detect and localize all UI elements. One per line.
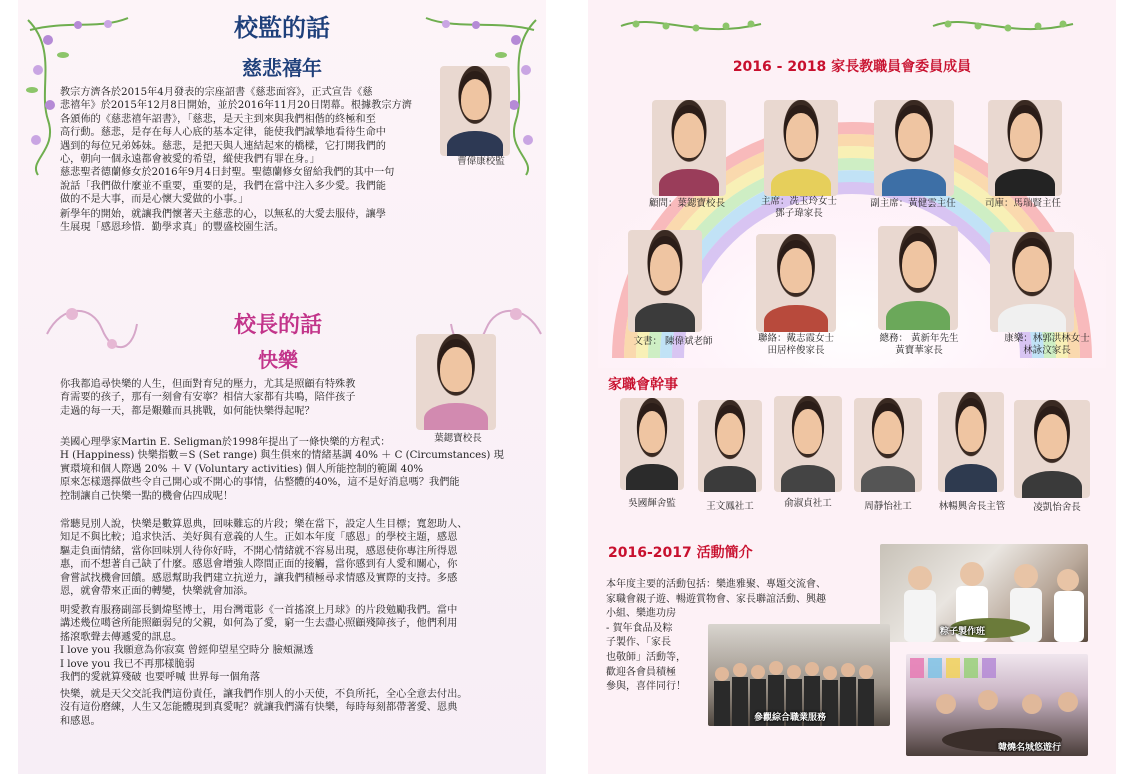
committee-photo-recreation (990, 232, 1074, 332)
officer-caption-3: 俞淑貞社工 (784, 498, 832, 509)
principal-paragraph-5: 快樂，就是天父交託我們這份責任，讓我們作別人的小天使，不負所托，全心全意去付出。 沒有這份磨練，人生又怎能體現到真愛呢？就讓我們滿有快樂，每時每刻都帶著愛、恩典 和感恩。 (60, 689, 468, 727)
committee-caption-recreation: 康樂：林郭洪林女士 林詠汶家長 (1004, 333, 1090, 356)
committee-caption-general-affairs: 總務： 黃新年先生 黃寶華家長 (879, 333, 959, 356)
committee-caption-liaison: 聯絡：戴志霞女士 田居梓俊家長 (757, 333, 834, 356)
activities-description: 本年度主要的活動包括：樂進雅聚、專題交流會、 家職會親子遊、暢遊賞物會、家長聯誼活動、興趣 小組、樂進功房 - 賀年食品及粽 子製作、「家長 也敬師」活動等， 歡迎各會員積極 參與，喜伴同行！ (606, 579, 826, 693)
activity-photo-visit (708, 624, 890, 726)
committee-photo-advisor (652, 100, 726, 196)
principal-caption: 葉鍶寶校長 (434, 433, 482, 444)
officer-photo-4 (854, 398, 922, 492)
activity-label-korean-bbq: 韓燒名城悠遊行 (998, 743, 1062, 753)
activity-photo-dumpling (880, 544, 1088, 642)
committee-photo-treasurer (988, 100, 1062, 196)
committee-photo-general-affairs (878, 226, 958, 330)
activity-label-dumpling: 粽子製作班 (940, 627, 986, 637)
vine-banner-right-decoration (928, 12, 1078, 40)
committee-caption-treasurer: 司庫：馬瑞賢主任 (984, 198, 1061, 209)
officer-photo-3 (774, 396, 842, 492)
officer-caption-1: 吳國輝舍監 (628, 498, 676, 509)
principal-heading: 校長的話 (233, 313, 322, 338)
activity-photo-korean-bbq (906, 654, 1088, 756)
supervisor-paragraph-2: 新學年的開始，就讓我們懷著天主慈悲的心，以無私的大愛去服侍，讓學 生展現「感恩珍惜．勤學求真」的豐盛校園生活。 (60, 209, 386, 234)
supervisor-caption: 曹偉康校監 (457, 156, 505, 167)
officer-caption-5: 林暢興舍長主管 (938, 501, 1006, 512)
supervisor-photo (440, 66, 510, 156)
committee-heading: 2016 - 2018 家長教職員會委員成員 (732, 59, 972, 75)
principal-paragraph-4: 明愛教育服務副部長劉煒堅博士，用台灣電影《一首搖滾上月球》的片段勉勵我們。當中 講述幾位噶爸所能照顧弱兒的父親，如何為了愛，窮一生去盡心照顧殘障孩子，他們利用 搖滾歌聲去傳遞愛的訊息。 I love you 我願意為你寂寞 曾經仰望星空時分 臉頰濕透 I love you 我已不再那樣脆弱 我們的愛就算殘破 也要呼喊 世界每一個角落 (60, 605, 458, 684)
officer-photo-2 (698, 400, 762, 492)
officer-photo-6 (1014, 400, 1090, 498)
left-page (18, 0, 546, 774)
swirl-left-decoration (42, 294, 142, 374)
vine-banner-left-decoration (616, 12, 766, 40)
supervisor-heading: 校監的話 (234, 14, 330, 42)
committee-photo-liaison (756, 234, 836, 332)
committee-caption-chair: 主席：冼玉玲女士 鄧子瑋家長 (760, 196, 837, 219)
principal-photo (416, 334, 496, 430)
committee-caption-advisor: 顧問：葉鍶寶校長 (648, 198, 725, 209)
officer-photo-5 (938, 392, 1004, 492)
principal-subheading: 快樂 (258, 348, 298, 372)
principal-paragraph-1: 你我都追尋快樂的人生，但面對育兒的壓力，尤其是照顧有特殊教 育需要的孩子，那有一刻會有安寧？相信大家都有共鳴，陪伴孩子 走過的每一天，都是艱難而具挑戰，如何能快樂得起呢？ (60, 379, 356, 417)
supervisor-paragraph-1: 教宗方濟各於2015年4月發表的宗座詔書《慈悲面容》，正式宣告《慈 悲禧年》於2015年12月8日開始，並於2016年11月20日閉幕。根據教宗方濟 各頒佈的《慈悲禧年詔書》，「慈悲，是天主到來與我們相偕的終極和至 高行動。慈悲，是存在每人心底的基本定律，能使我們誠摯地看待生命中 遇到的每位兄弟姊妹。慈悲，是把天與人連結起來的橋樑，它打開我們的 心，朝向一個永遠都會被愛的希望，縱使我們有罪在身。」 慈悲聖者德蘭修女於2016年9月4日封聖。聖德蘭修女留給我們的其中一句 說話「我們做什麼並不重要，重要的是，我們在當中注入多少愛。我們能 做的不是大事，而是心懷大愛做的小事。」 (60, 87, 412, 206)
supervisor-subheading: 慈悲禧年 (242, 56, 322, 80)
committee-caption-vice-chair: 副主席：黃健雲主任 (870, 198, 956, 209)
officer-photo-1 (620, 398, 684, 490)
officer-caption-4: 周靜怡社工 (864, 501, 912, 512)
principal-paragraph-3: 常聽見別人說，快樂是數算恩典，回味難忘的片段；樂在當下，設定人生目標；寬恕助人、 知足不與比較；追求快活、美好與有意義的人生。正如本年度「感恩」的學校主題，感恩 驅走負面情緒，當你回味別人待你好時，不開心情緒就不容易出現，感恩使你專注所得恩 惠，而不想著自己缺了什麼。感恩會增強人際間正面的接觸，當你感到有人愛和關心，你 會嘗試找機會回饋。感恩幫助我們建立抗逆力，讓我們積極尋求情感及實際的支持。多感 恩，就會帶來正面的轉變，快樂就會加添。 (60, 519, 468, 598)
officer-caption-2: 王文鳳社工 (706, 501, 754, 512)
right-page (588, 0, 1116, 774)
committee-caption-secretary: 文書： 陳偉斌老師 (633, 336, 713, 347)
officer-caption-6: 凌凱怡舍長 (1033, 502, 1081, 513)
committee-photo-chair (764, 100, 838, 196)
committee-photo-secretary (628, 230, 702, 332)
activities-heading: 2016-2017 活動簡介 (608, 545, 753, 561)
principal-paragraph-2: 美國心理學家Martin E. Seligman於1998年提出了一條快樂的方程式： H (Happiness) 快樂指數＝S (Set range) 與生俱來的情緒基調 40% ＋ C (Circumstances) 現 實環境和個人際遇 20% ＋ V (Voluntary activities) 個人所能控制的範圍 40% 原來怎樣選擇做些令自己開心或不開心的事情，佔整體的40%，這不是好消息嗎？我們能 控制讓自己快樂一點的機會佔四成呢！ (60, 437, 504, 502)
activity-label-visit: 參觀綜合職業服務 (754, 713, 827, 723)
committee-photo-vice-chair (874, 100, 954, 196)
officers-heading: 家職會幹事 (608, 377, 678, 393)
